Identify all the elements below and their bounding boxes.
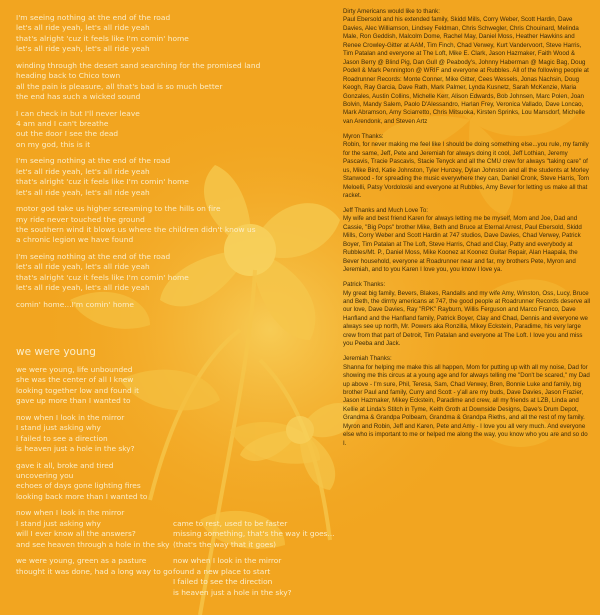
lyric-line: and see heaven through a hole in the sky [16, 539, 170, 549]
stanza [16, 556, 186, 577]
lyric-line: uncovering you [16, 471, 74, 481]
thanks-heading: Jeff Thanks and Much Love To: [343, 206, 428, 214]
thanks-body: Shanna for helping me make this all happen, Mom for putting up with all my noise, Dad for showing me this circus at a young age and for always telling me "Don't be scared," my Dad up above - I'm sure, Phil, Teresa, Sam, Chad Verwey, Bren, Bonnie Luke and family, big brother Paul and family, Curry and Scott - y'all are my buds, Dave Davies, Jason Frazier, Jason Hazmaker, Mikey Eckstein, Paradime and crew, all my friends at LZB, Linda and Kellie at Linda's Stitch in Tyme, Keith Groth at Downside Designs, Dave's Drum Depot, Grandma & Grandpa Polbeam, Grandma & Grandpa Rieths, and all the rest of my family. Myron and Robin, Jeff and Karen, Pete and Amy - I love you all very much. And everyone else who is important to me or helped me along the way, you know who you are and so do I. [343, 363, 590, 447]
thanks-body: Robin, for never making me feel like I should be doing something else...you rule, my family for the same, Jeff, Pete and Jeremiah for always doing it cool, Jeff Lothian, Jeremy Pascavis, Tracie Pascavis, Stacie Tenyck and all the CMU crew for always "taking care" of us, Mike Bird, Katie Johnston, Tyler Hunzey, Dylan Johnston and all the students at Morley Stanwood - for spreading the music everywhere they can, Daniel Cronk, Steve Harris, Tom Meloelli, Patsy Vordoloski and everyone at Rubbles, Amy Bever for letting us make all that racket. [343, 141, 589, 200]
lyric-line: on my god, this is it [16, 139, 91, 149]
lyric-line: let's all ride yeah, let's all ride yeah [16, 166, 150, 176]
lyric-line: let's all ride yeah, let's all ride yeah [16, 44, 150, 54]
thanks-body: My great big family, Bevers, Blakes, Randalls and my wife Amy, Winston, Oss, Lucy, Bruce and Beth, the dirrrty americans at 747, the good people at Roadrunner Records deserve all our love, Dave Davies, Ray "RPK" Rayburn, Willis Ferguson and Marco Franco, Dave Hanfland and the Hanfland family, Patrick Boyer, Clay and Chad, Dennis and everyone we always see up north, Mr. Powers aka Ronzilla, Mikey Eckstein, Paradime, his very large crew from that part of Detroit, Tim Patalan and everyone at The Loft. I love you and miss you Peeba and Jack. [343, 289, 591, 348]
thanks-column [343, 8, 591, 455]
thanks-heading: Jeremiah Thanks: [343, 355, 392, 363]
stanza [16, 300, 316, 310]
lyric-line: motor god take us higher screaming to the hills on fire [16, 204, 221, 214]
lyric-line: that's alright 'cuz it feels like I'm comin' home [16, 33, 189, 43]
lyric-line: let's all ride yeah, let's all ride yeah [16, 187, 150, 197]
lyric-line: is heaven just a hole in the sky? [173, 587, 292, 597]
lyric-line: thought it was done, had a long way to go [16, 566, 173, 576]
lyric-line: that's alright 'cuz it feels like I'm comin' home [16, 177, 189, 187]
stanza [16, 109, 316, 151]
lyric-line: my ride never touched the ground [16, 214, 145, 224]
thanks-block-myron [343, 133, 591, 201]
lyric-line: 4 am and I can't breathe [16, 119, 109, 129]
lyric-line: she was the center of all I knew [16, 375, 134, 385]
lyrics-block-bottom-left [16, 365, 186, 583]
lyric-line: we were young, life unbounded [16, 365, 133, 374]
lyric-line: a chronic legion we have found [16, 235, 134, 245]
stanza [16, 13, 316, 55]
lyric-line: the end has such a wicked sound [16, 92, 141, 102]
lyric-line: will I ever know all the answers? [16, 529, 136, 539]
thanks-block-jeff [343, 207, 591, 275]
lyric-line: found a new place to start [173, 566, 271, 576]
lyric-line: I'm seeing nothing at the end of the road [16, 252, 171, 262]
thanks-block-dirty-americans [343, 8, 591, 126]
thanks-heading: Patrick Thanks: [343, 281, 386, 289]
stanza [16, 508, 186, 550]
lyric-line: (that's the way that it goes) [173, 539, 277, 549]
stanza [173, 556, 323, 598]
stanza [173, 519, 335, 550]
stanza [16, 156, 316, 198]
lyric-line: now when I look in the mirror [173, 556, 282, 566]
thanks-body: My wife and best friend Karen for always letting me be myself, Mom and Joe, Dad and Cassie, "Big Pops" brother Mike, Beth and Bruce at Eternal Arrest, Paul Ebersold, Skidd Mills, Corry Weber and Scott Hardin at 747 studios, Dave Davies, Chad Verwey, Patrick Boyer, Tim Patalan at The Loft, Steve Harris, Chad and Clay, Patty and everybody at Rubbles/Mt. P., Daniel Moss, Mike Koonez at Koonez Guitar Repair, Alan Haapala, the Bever household, everyone at Roadrunner near and far, my brothers Pete, Myron and Jeremiah, and to you Karen I love you, you know I love ya. [343, 215, 582, 274]
lyric-line: let's all ride yeah, let's all ride yeah [16, 262, 150, 272]
thanks-heading: Dirty Americans would like to thank: [343, 8, 440, 15]
lyric-line: out the door I see the dead [16, 129, 119, 139]
lyric-line: heading back to Chico town [16, 71, 121, 81]
lyric-line: winding through the desert sand searching for the promised land [16, 60, 261, 70]
lyric-line: let's all ride yeah, let's all ride yeah [16, 23, 150, 33]
lyric-line: gave it all, broke and tired [16, 460, 114, 470]
lyric-line: comin' home...I'm comin' home [16, 299, 134, 309]
lyric-line: is heaven just a hole in the sky? [16, 444, 135, 454]
lyric-line: all the pain is pleasure, all that's bad is so much better [16, 81, 223, 91]
lyric-line: I failed to see a direction [16, 433, 108, 443]
lyric-line: I'm seeing nothing at the end of the road [16, 13, 171, 22]
stanza [16, 204, 316, 246]
lyric-line: now when I look in the mirror [16, 508, 125, 518]
stanza [16, 413, 186, 455]
lyric-line: I stand just asking why [16, 423, 101, 433]
thanks-heading: Myron Thanks: [343, 132, 384, 140]
lyric-line: we were young, green as a pasture [16, 556, 147, 566]
thanks-block-jeremiah [343, 355, 591, 448]
lyric-line: I'm seeing nothing at the end of the road [16, 156, 171, 166]
lyric-line: missing something, that's the way it goes... [173, 529, 335, 539]
lyrics-block-bottom-right [173, 519, 335, 604]
lyric-line: I can check in but I'll never leave [16, 108, 140, 118]
lyric-line: gave up more than I wanted to [16, 396, 131, 406]
lyric-line: the southern wind it blows us where the children didn't know us [16, 225, 256, 235]
lyric-line: looking together low and found it [16, 385, 140, 395]
lyric-line: came to rest, used to be faster [173, 519, 288, 528]
lyric-line: let's all ride yeah, let's all ride yeah [16, 283, 150, 293]
stanza [16, 365, 186, 407]
thanks-body: Paul Ebersold and his extended family, Skidd Mills, Corry Weber, Scott Hardin, Dave Davies, Alec Williamson, Lindsey Feldman, Chris Schwegler, Chris Chouinard, Melinda Male, Ron Geddish, Malcolm Dome, Rachel May, Daniel Moss, Heather Hawkins and Renee Crowley-Gitter at AAM, Tim Finch, Chad Verwey, Kurt Vandervoort, Steve Harris, Tim Patalan and everyone at The Loft, Mike E. Clark, Jason Hazmaker, Faith Wood & Jason Berry @ Blind Pig, Dan Gull @ Peabody's, Johnny Haberman @ Magic Bag, Doug Podell & Mark Pennington @ WRIF and everyone at Rubbles. All of the following people at Roadrunner Records: Monte Conner, Mike Gitter, Cees Wessels, Jonas Nachsin, Doug Keogh, Ray Garcia, Dave Rath, Mark Palmer, Lynda Kusnetz, Sarah McKenzie, Maria Gonzales, Austin Collins, Michelle Kerr, Alison Edwards, Bob Johnsen, Marc Polen, Joan Bolvin, Mandy Salem, Paolo D'Alessandro, Harlan Frey, Veronica Vallado, Dave Loncao, Mark Abramson, Amy Sciarretto, Chris Mitsuoka, Kirsten Sprinks, Lou Mansdorf, Michelle van Arendonk, and Steven Artz [343, 16, 589, 125]
lyric-line: I stand just asking why [16, 518, 101, 528]
lyric-line: I failed to see the direction [173, 577, 273, 587]
lyric-line: now when I look in the mirror [16, 412, 125, 422]
lyric-line: echoes of days gone lighting fires [16, 481, 141, 491]
song-title: we were young [16, 346, 96, 358]
lyric-line: that's alright 'cuz it feels like I'm comin' home [16, 272, 189, 282]
stanza [16, 61, 316, 103]
lyric-line: looking back more than I wanted to [16, 491, 148, 501]
stanza [16, 461, 186, 503]
lyrics-block-top [16, 13, 316, 316]
thanks-block-patrick [343, 281, 591, 349]
stanza [16, 252, 316, 294]
